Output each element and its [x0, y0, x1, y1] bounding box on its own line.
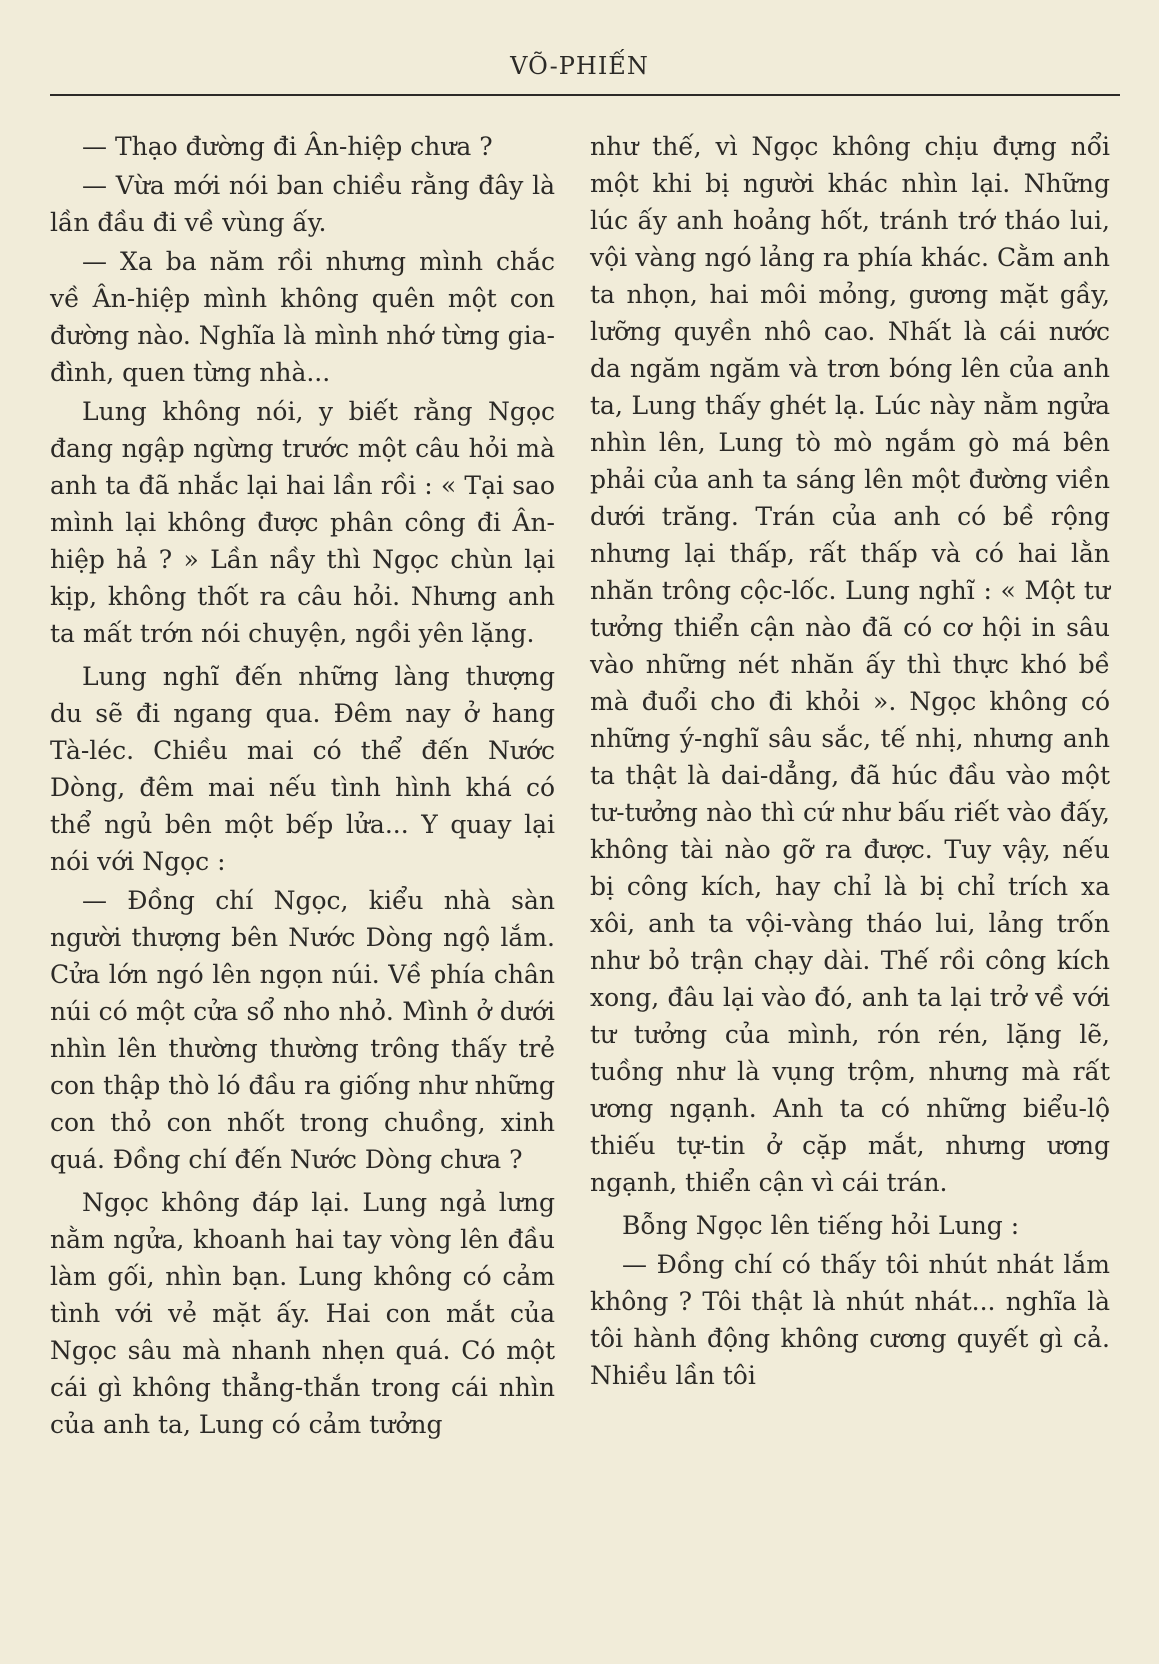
- header-rule: [50, 94, 1120, 96]
- paragraph: Ngọc không đáp lại. Lung ngả lưng nằm ngửa, khoanh hai tay vòng lên đầu làm gối, nhìn bạn. Lung không có cảm tình với vẻ mặt ấy. Hai con mắt của Ngọc sâu mà nhanh nhẹn quá. Có một cái gì không thẳng-thắn trong cái nhìn của anh ta, Lung có cảm tưởng: [50, 1188, 555, 1439]
- paragraph: Lung nghĩ đến những làng thượng du sẽ đi ngang qua. Đêm nay ở hang Tà-léc. Chiều mai có thể đến Nước Dòng, đêm mai nếu tình hình khá có thể ngủ bên một bếp lửa... Y quay lại nói với Ngọc :: [50, 662, 555, 876]
- right-column: [590, 128, 1110, 1394]
- paragraph: — Thạo đường đi Ân-hiệp chưa ?: [82, 132, 493, 161]
- paragraph: như thế, vì Ngọc không chịu đựng nổi một khi bị người khác nhìn lại. Những lúc ấy anh hoảng hốt, tránh trớ tháo lui, vội vàng ngó lảng ra phía khác. Cằm anh ta nhọn, hai môi mỏng, gương mặt gầy, lưỡng quyền nhô cao. Nhất là cái nước da ngăm ngăm và trơn bóng lên của anh ta, Lung thấy ghét lạ. Lúc này nằm ngửa nhìn lên, Lung tò mò ngắm gò má bên phải của anh ta sáng lên một đường viền dưới trăng. Trán của anh có bề rộng nhưng lại thấp, rất thấp và có hai lằn nhăn trông cộc-lốc. Lung nghĩ : « Một tư tưởng thiển cận nào đã có cơ hội in sâu vào những nét nhăn ấy thì thực khó bề mà đuổi cho đi khỏi ». Ngọc không có những ý-nghĩ sâu sắc, tế nhị, nhưng anh ta thật là dai-dẳng, đã húc đầu vào một tư-tưởng nào thì cứ như bấu riết vào đấy, không tài nào gỡ ra được. Tuy vậy, nếu bị công kích, hay chỉ là bị chỉ trích xa xôi, anh ta vội-vàng tháo lui, lảng trốn như bỏ trận chạy dài. Thế rồi công kích xong, đâu lại vào đó, anh ta lại trở về với tư tưởng của mình, rón rén, lặng lẽ, tuồng như là vụng trộm, nhưng mà rất ương ngạnh. Anh ta có những biểu-lộ thiếu tự-tin ở cặp mắt, nhưng ương ngạnh, thiển cận vì cái trán.: [590, 132, 1110, 1197]
- paragraph: — Đồng chí có thấy tôi nhút nhát lắm không ? Tôi thật là nhút nhát... nghĩa là tôi hành động không cương quyết gì cả. Nhiều lần tôi: [590, 1250, 1110, 1390]
- paragraph: Lung không nói, y biết rằng Ngọc đang ngập ngừng trước một câu hỏi mà anh ta đã nhắc lại hai lần rồi : « Tại sao mình lại không được phân công đi Ân-hiệp hả ? » Lần nầy thì Ngọc chùn lại kịp, không thốt ra câu hỏi. Nhưng anh ta mất trớn nói chuyện, ngồi yên lặng.: [50, 397, 555, 648]
- paragraph: — Đồng chí Ngọc, kiểu nhà sàn người thượng bên Nước Dòng ngộ lắm. Cửa lớn ngó lên ngọn núi. Về phía chân núi có một cửa sổ nho nhỏ. Mình ở dưới nhìn lên thường thường trông thấy trẻ con thập thò ló đầu ra giống như những con thỏ con nhốt trong chuồng, xinh quá. Đồng chí đến Nước Dòng chưa ?: [50, 886, 555, 1174]
- left-column: [50, 128, 555, 1443]
- paragraph: Bỗng Ngọc lên tiếng hỏi Lung :: [622, 1211, 1020, 1240]
- paragraph: — Vừa mới nói ban chiều rằng đây là lần đầu đi về vùng ấy.: [50, 171, 555, 237]
- paragraph: — Xa ba năm rồi nhưng mình chắc về Ân-hiệp mình không quên một con đường nào. Nghĩa là mình nhớ từng gia-đình, quen từng nhà...: [50, 247, 555, 387]
- running-header: VÕ-PHIẾN: [510, 52, 649, 80]
